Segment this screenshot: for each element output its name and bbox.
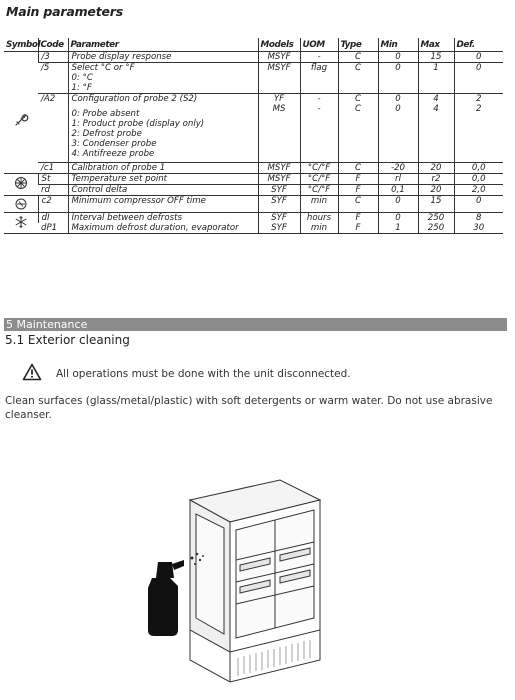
section-heading-maintenance: 5 Maintenance — [4, 318, 507, 331]
min-cell: 0 0 — [378, 94, 418, 163]
table-header-row — [4, 38, 503, 52]
table-row — [4, 63, 503, 94]
models-cell: MSYF — [258, 163, 300, 174]
header-models: Models — [258, 38, 300, 52]
parameter-option: 2: Defrost probe — [71, 129, 142, 139]
models-cell: SYF — [258, 223, 300, 234]
table-row — [4, 94, 503, 163]
table-row — [4, 52, 503, 63]
parameter-cell — [68, 63, 258, 94]
thermometer-fan-icon — [7, 176, 35, 190]
max-cell: 250 — [418, 223, 454, 234]
table-row — [4, 163, 503, 174]
models-cell: SYF — [258, 185, 300, 196]
def-cell: 2,0 — [454, 185, 503, 196]
symbol-cell — [4, 196, 38, 213]
parameter-cell: Interval between defrosts — [68, 213, 258, 224]
type-cell: C — [338, 163, 378, 174]
max-cell: 15 — [418, 52, 454, 63]
warning-text: All operations must be done with the unit disconnected. — [56, 368, 351, 380]
header-max: Max — [418, 38, 454, 52]
type-cell: C — [338, 63, 378, 94]
def-cell: 8 — [454, 213, 503, 224]
parameter-cell — [68, 94, 258, 163]
parameters-table — [4, 38, 503, 234]
warning-triangle-icon — [22, 363, 42, 385]
type-cell: F — [338, 174, 378, 185]
symbol-cell — [4, 174, 38, 196]
display-cabinet-cleaning-illustration — [140, 470, 340, 690]
header-symbol: Symbol — [6, 40, 41, 50]
code-cell: /5 — [38, 63, 68, 94]
def-cell: 2 2 — [454, 94, 503, 163]
header-parameter: Parameter — [68, 38, 258, 52]
min-cell: rl — [378, 174, 418, 185]
type-cell: C C — [338, 94, 378, 163]
table-row — [4, 174, 503, 185]
models-cell: SYF — [258, 213, 300, 224]
max-cell: 4 4 — [418, 94, 454, 163]
max-cell: 20 — [418, 163, 454, 174]
parameter-line: Configuration of probe 2 (S2) — [71, 94, 198, 104]
uom-cell: min — [300, 223, 338, 234]
code-cell: rd — [38, 185, 68, 196]
min-cell: 0 — [378, 196, 418, 213]
code-cell: c2 — [38, 196, 68, 213]
table-row — [4, 213, 503, 224]
header-code: Code — [38, 38, 68, 52]
parameter-cell: Control delta — [68, 185, 258, 196]
models-value: YF — [273, 94, 285, 104]
models-cell: MSYF — [258, 174, 300, 185]
type-cell: C — [338, 196, 378, 213]
uom-cell: °C/°F — [300, 163, 338, 174]
max-cell: 1 — [418, 63, 454, 94]
type-cell: F — [338, 213, 378, 224]
type-cell: F — [338, 185, 378, 196]
min-cell: 0 — [378, 52, 418, 63]
parameter-cell: Maximum defrost duration, evaporator — [68, 223, 258, 234]
parameter-option: 1: Product probe (display only) — [71, 119, 205, 129]
min-cell: 0 — [378, 63, 418, 94]
min-cell: 1 — [378, 223, 418, 234]
header-def: Def. — [454, 38, 503, 52]
uom-cell: hours — [300, 213, 338, 224]
min-cell: 0 — [378, 213, 418, 224]
parameter-cell: Calibration of probe 1 — [68, 163, 258, 174]
max-cell: 250 — [418, 213, 454, 224]
table-row — [4, 196, 503, 213]
code-cell: St — [38, 174, 68, 185]
type-cell: F — [338, 223, 378, 234]
wrench-icon — [7, 112, 35, 128]
section-title-main-parameters: Main parameters — [6, 4, 123, 19]
uom-cell: min — [300, 196, 338, 213]
parameter-cell: Minimum compressor OFF time — [68, 196, 258, 213]
code-cell: /A2 — [38, 94, 68, 163]
parameter-option: 0: Probe absent — [71, 109, 140, 119]
header-uom: UOM — [300, 38, 338, 52]
defrost-icon — [7, 215, 35, 229]
def-cell: 0 — [454, 52, 503, 63]
code-cell: /c1 — [38, 163, 68, 174]
header-type: Type — [338, 38, 378, 52]
max-cell: 15 — [418, 196, 454, 213]
table-row — [4, 185, 503, 196]
cleaning-instructions: Clean surfaces (glass/metal/plastic) with soft detergents or warm water. Do not use abrasive cleanser. — [5, 395, 493, 421]
symbol-cell — [4, 213, 38, 234]
parameter-option: 0: °C — [71, 73, 93, 83]
def-cell: 0 — [454, 63, 503, 94]
max-cell: r2 — [418, 174, 454, 185]
def-cell: 0 — [454, 196, 503, 213]
uom-cell: °C/°F — [300, 174, 338, 185]
parameter-option: 3: Condenser probe — [71, 139, 157, 149]
parameter-cell: Temperature set point — [68, 174, 258, 185]
parameter-option: 1: °F — [71, 83, 92, 93]
models-cell: SYF — [258, 196, 300, 213]
uom-cell: - - — [300, 94, 338, 163]
max-cell: 20 — [418, 185, 454, 196]
table-row — [4, 223, 503, 234]
compressor-icon — [7, 198, 35, 210]
min-cell: 0,1 — [378, 185, 418, 196]
parameter-cell: Probe display response — [68, 52, 258, 63]
def-cell: 0,0 — [454, 163, 503, 174]
uom-cell: - — [300, 52, 338, 63]
models-cell: MSYF — [258, 52, 300, 63]
header-min: Min — [378, 38, 418, 52]
subsection-heading-exterior-cleaning: 5.1 Exterior cleaning — [5, 333, 130, 347]
code-cell: dI — [38, 213, 68, 224]
models-cell: MSYF — [258, 63, 300, 94]
uom-cell: flag — [300, 63, 338, 94]
parameter-option: 4: Antifreeze probe — [71, 149, 155, 159]
models-cell — [258, 94, 300, 163]
code-cell: /3 — [38, 52, 68, 63]
warning-notice — [22, 363, 351, 385]
type-cell: C — [338, 52, 378, 63]
code-cell: dP1 — [38, 223, 68, 234]
def-cell: 0,0 — [454, 174, 503, 185]
symbol-cell — [4, 52, 38, 174]
uom-cell: °C/°F — [300, 185, 338, 196]
parameter-line: Select °C or °F — [71, 63, 135, 73]
def-cell: 30 — [454, 223, 503, 234]
models-value: MS — [272, 104, 286, 114]
min-cell: -20 — [378, 163, 418, 174]
